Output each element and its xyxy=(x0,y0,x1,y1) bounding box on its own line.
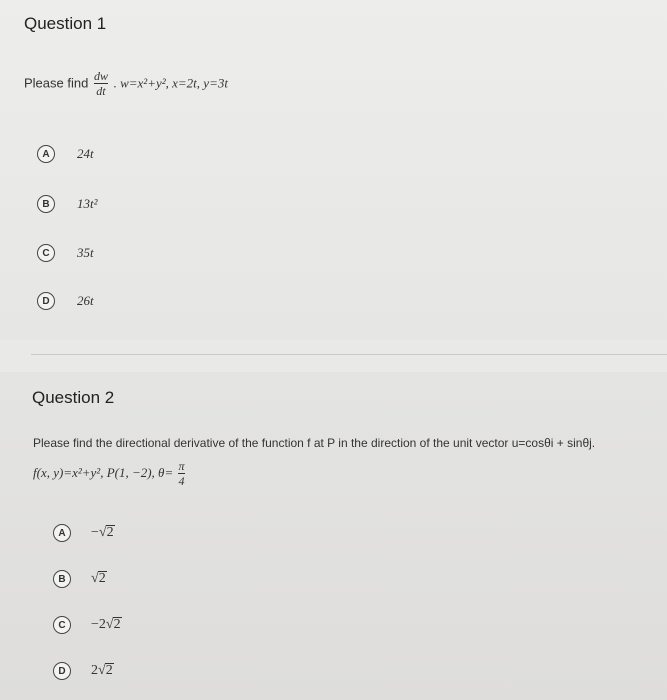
function-definition: f(x, y)=x²+y², P(1, −2), θ= xyxy=(33,464,174,480)
question-2-option-a[interactable] xyxy=(53,524,115,542)
fraction-denominator: dt xyxy=(94,83,108,98)
question-1-option-d[interactable] xyxy=(37,292,94,310)
option-value: 35t xyxy=(77,245,94,260)
option-radicand: 2 xyxy=(98,571,106,586)
option-radicand: 2 xyxy=(106,525,114,540)
question-1-prompt-label: Please find xyxy=(24,75,89,91)
option-value: 2√2 xyxy=(91,663,113,678)
option-letter: C xyxy=(37,244,55,262)
question-2-panel xyxy=(0,372,667,700)
option-letter: B xyxy=(53,570,71,588)
theta-numerator: π xyxy=(178,459,185,473)
question-1-option-c[interactable] xyxy=(37,244,94,262)
option-letter: B xyxy=(37,195,55,213)
derivative-fraction xyxy=(94,70,108,98)
question-2-option-c[interactable] xyxy=(53,616,122,634)
fraction-numerator: dw xyxy=(93,69,108,83)
option-letter: A xyxy=(53,524,71,542)
question-1-title: Question 1 xyxy=(24,14,107,33)
question-1-expression: . w=x²+y², x=2t, y=3t xyxy=(113,75,228,91)
option-prefix: − xyxy=(91,525,99,540)
question-2-title: Question 2 xyxy=(32,388,115,407)
question-2-option-d[interactable] xyxy=(53,662,114,680)
option-value: 24t xyxy=(77,146,94,161)
option-radicand: 2 xyxy=(113,617,121,632)
question-1-prompt xyxy=(24,70,228,98)
theta-denominator: 4 xyxy=(178,474,185,488)
question-2-prompt: Please find the directional derivative of the function f at P in the direction of the unit vector u=cosθi + sinθj. xyxy=(33,436,596,450)
option-value: √2 xyxy=(91,571,106,586)
option-value: −√2 xyxy=(91,525,114,540)
question-2-option-b[interactable] xyxy=(53,570,107,588)
theta-fraction xyxy=(178,460,184,488)
option-letter: C xyxy=(53,616,71,634)
option-value: 13t² xyxy=(77,196,98,211)
option-letter: D xyxy=(37,292,55,310)
question-divider xyxy=(31,354,667,355)
question-1-option-b[interactable] xyxy=(37,195,98,213)
option-value: −2√2 xyxy=(91,617,121,632)
option-radicand: 2 xyxy=(105,663,113,678)
question-1-panel xyxy=(0,0,667,340)
option-letter: D xyxy=(53,662,71,680)
question-2-function xyxy=(33,460,187,488)
option-value: 26t xyxy=(77,293,94,308)
option-prefix: 2 xyxy=(91,663,98,678)
option-letter: A xyxy=(37,145,55,163)
question-1-option-a[interactable] xyxy=(37,145,94,163)
option-prefix: −2 xyxy=(91,617,106,632)
